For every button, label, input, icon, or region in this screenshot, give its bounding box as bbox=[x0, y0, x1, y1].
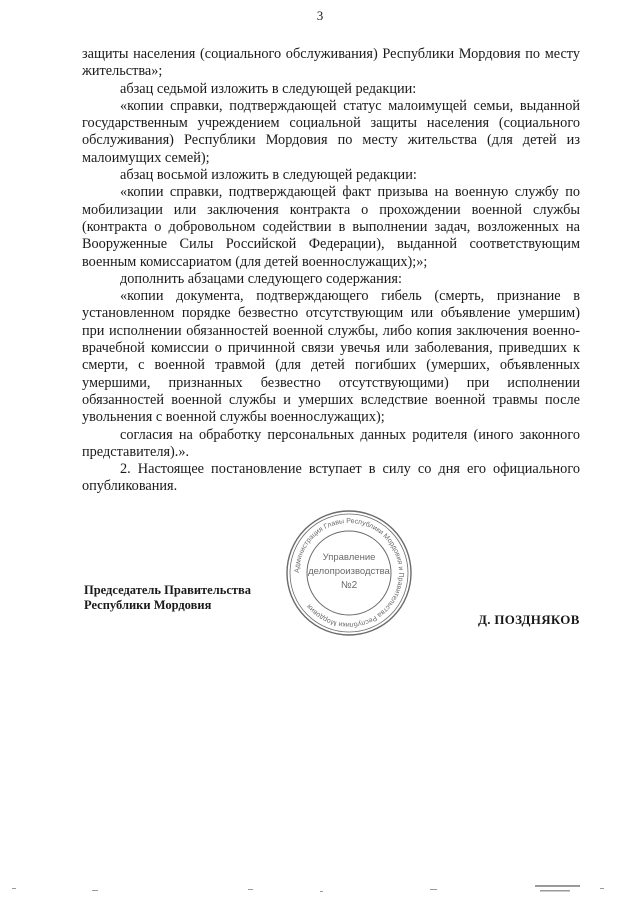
stamp-line-3: №2 bbox=[340, 580, 358, 591]
scan-noise-marks bbox=[0, 880, 640, 900]
stamp-line-2: делопроизводства bbox=[308, 566, 390, 577]
signer-position: Председатель Правительства bbox=[84, 583, 252, 597]
paragraph: абзац седьмой изложить в следующей редакции: bbox=[120, 80, 417, 97]
paragraph: согласия на обработку персональных данных родителя (иного законного представителя).». bbox=[82, 426, 580, 460]
page-number: 3 bbox=[316, 8, 324, 23]
document-body bbox=[82, 46, 580, 496]
stamp-line-1: Управление bbox=[322, 552, 376, 563]
paragraph: «копии документа, подтверждающего гибель (смерть, признание в установленном порядке безвестно отсутствующим или объявление умершим) при исполнении обязанностей военной службы, либо копия заключения военно-врачебной комиссии о причинной связи увечья или заболевания, приведших к смерти, с военной травмой (для детей погибших (умерших, объявленных умершими, признанных безвестно отсутствующими) при исполнении обязанностей военной службы и умерших вследствие военной травмы после увольнения с военной службы военнослужащих); bbox=[82, 288, 580, 426]
signer-block bbox=[84, 583, 251, 613]
stamp-seal-icon bbox=[284, 508, 414, 638]
paragraph: дополнить абзацами следующего содержания: bbox=[120, 270, 402, 287]
paragraph: абзац восьмой изложить в следующей редакции: bbox=[120, 167, 417, 184]
paragraph: 2. Настоящее постановление вступает в силу со дня его официального опубликования. bbox=[82, 461, 580, 495]
paragraph: «копии справки, подтверждающей статус малоимущей семьи, выданной государственным учреждением социальной защиты населения (социального обслуживания) Республики Мордовия по месту жительства (для детей из малоимущих семей); bbox=[82, 97, 580, 166]
paragraph: защиты населения (социального обслуживания) Республики Мордовия по месту жительства»; bbox=[82, 46, 580, 80]
signature-name: Д. ПОЗДНЯКОВ bbox=[478, 612, 580, 627]
official-stamp bbox=[284, 508, 414, 638]
stamp-ring-text: Администрация Главы Республики Мордовия и Правительства Республики Мордовия bbox=[293, 517, 405, 629]
paragraph: «копии справки, подтверждающей факт призыва на военную службу по мобилизации или заключения контракта о прохождении военной службы (контракта о добровольном содействии в выполнении задач, возложенных на Вооруженные Силы Российской Федерации), выданной соответствующим военным комиссариатом (для детей военнослужащих);»; bbox=[82, 184, 580, 270]
signer-organization: Республики Мордовия bbox=[84, 598, 212, 612]
